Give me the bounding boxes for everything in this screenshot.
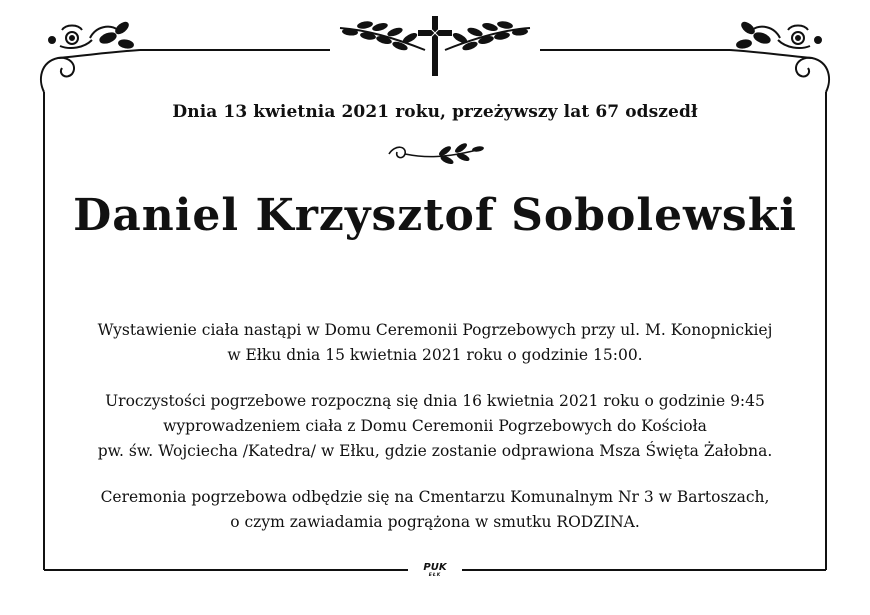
viewing-paragraph [40,318,830,368]
text-line: Ceremonia pogrzebowa odbędzie się na Cmentarzu Komunalnym Nr 3 w Bartoszach, [100,488,770,506]
text-line: Wystawienie ciała nastąpi w Domu Ceremonii Pogrzebowych przy ul. M. Konopnickiej [97,321,773,339]
deceased-name: Daniel Krzysztof Sobolewski [73,190,797,241]
leaf-swirl-icon [385,140,485,170]
logo-main-text: PUK [423,562,447,573]
announcement-body [40,318,830,556]
text-line: w Ełku dnia 15 kwietnia 2021 roku o godzinie 15:00. [227,346,643,364]
logo-sub-text: EŁK [428,573,442,578]
text-line: wyprowadzeniem ciała z Domu Ceremonii Pogrzebowych do Kościoła [163,417,707,435]
text-line: Uroczystości pogrzebowe rozpoczną się dnia 16 kwietnia 2021 roku o godzinie 9:45 [105,392,765,410]
death-date-headline: Dnia 13 kwietnia 2021 roku, przeżywszy lat 67 odszedł [172,102,698,122]
burial-paragraph [40,485,830,535]
funeral-paragraph [40,389,830,464]
text-line: o czym zawiadamia pogrążona w smutku RODZINA. [230,513,640,531]
cross-with-laurel-icon [340,16,530,76]
puk-logo [416,563,454,578]
text-line: pw. św. Wojciecha /Katedra/ w Ełku, gdzie zostanie odprawiona Msza Święta Żałobna. [97,442,773,460]
floral-corner-left-icon [41,21,140,92]
floral-corner-right-icon [730,21,829,92]
